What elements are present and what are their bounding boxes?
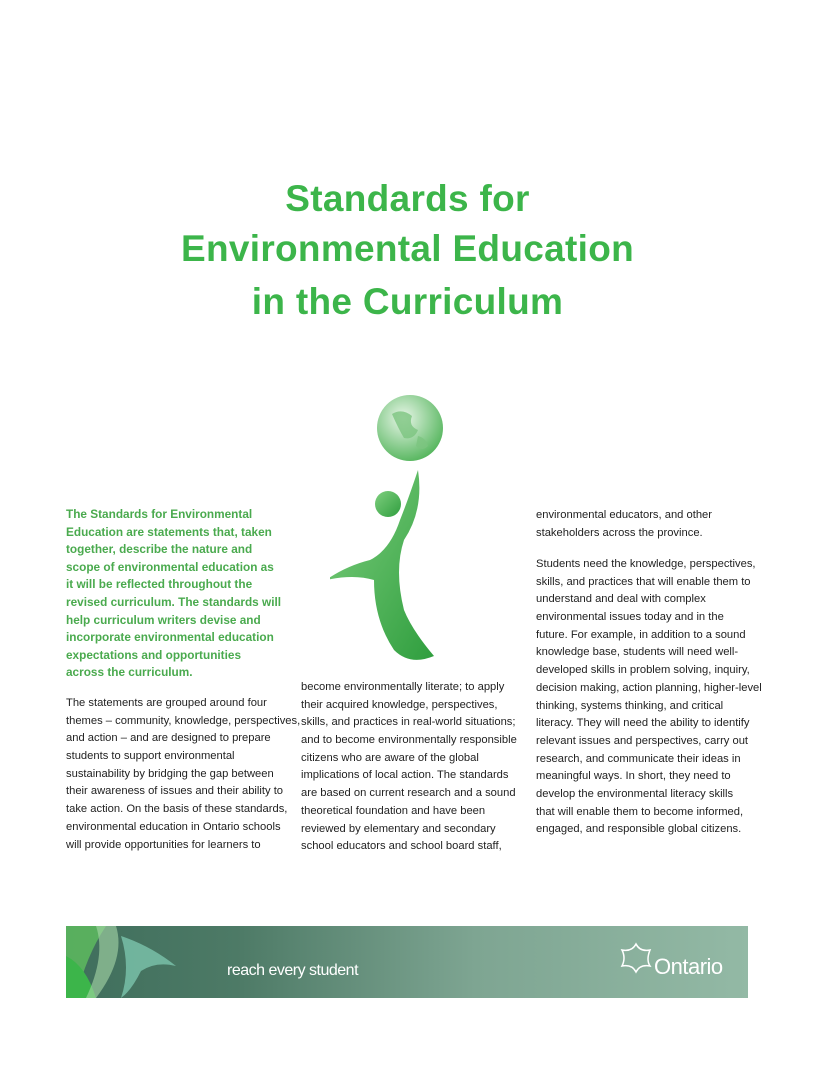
intro-line: revised curriculum. The standards will [66,594,282,609]
body-line: sustainability by bridging the gap between [66,767,274,780]
body-line: implications of local action. The standards [301,769,509,782]
body-line: their acquired knowledge, perspectives, [301,698,498,711]
body-line: become environmentally literate; to apply [301,681,505,693]
body-line: environmental education in Ontario schools [66,820,281,833]
body-line: research, and communicate their ideas in [536,752,741,765]
body-line: will provide opportunities for learners to [66,838,261,851]
body-line: engaged, and responsible global citizens. [536,823,742,836]
body-line: are based on current research and a sound [301,787,516,800]
body-line: literacy. They will need the ability to identify [536,717,750,730]
body-line: citizens who are aware of the global [301,751,479,764]
body-line: theoretical foundation and have been [301,804,486,817]
body-line: meaningful ways. In short, they need to [536,770,731,783]
intro-line: The Standards for Environmental [66,507,253,521]
banner-tagline: reach every student [227,962,359,979]
ontario-logo-text: Ontario [654,954,723,979]
body-line: develop the environmental literacy skills [536,787,734,800]
intro-line: together, describe the nature and [66,542,253,557]
body-line: and action – and are designed to prepare [66,732,271,745]
body-line: school educators and school board staff, [301,840,502,853]
intro-line: incorporate environmental education [66,630,274,645]
trillium-logo-icon [618,940,654,976]
body-line: environmental educators, and other [536,509,713,521]
body-line: students to support environmental [66,750,235,763]
column-3-paragraph-2 [536,556,776,839]
footer-banner [66,926,748,998]
column-1-paragraph [66,695,306,854]
column-2-paragraph [301,679,541,856]
body-line: thinking, systems thinking, and critical [536,699,724,712]
body-line: understand and deal with complex [536,593,706,606]
intro-line: across the curriculum. [66,665,193,680]
intro-line: help curriculum writers devise and [66,612,261,627]
body-line: and to become environmentally responsible [301,734,517,747]
body-line: skills, and practices that will enable them to [536,575,751,588]
intro-line: Education are statements that, taken [66,524,272,539]
body-line: stakeholders across the province. [536,526,703,539]
body-line: that will enable them to become informed, [536,805,744,818]
body-line: future. For example, in addition to a sound [536,628,746,641]
body-line: take action. On the basis of these standards, [66,803,288,816]
intro-line: expectations and opportunities [66,647,242,662]
body-line: skills, and practices in real-world situations; [301,716,516,729]
intro-paragraph [66,506,306,682]
body-line: themes – community, knowledge, perspectives, [66,714,301,727]
body-line: relevant issues and perspectives, carry out [536,734,749,747]
body-line: Students need the knowledge, perspectives, [536,558,756,570]
column-3-paragraph-1 [536,507,776,542]
globe-figure-illustration [330,392,450,682]
body-line: their awareness of issues and their ability to [66,785,284,798]
body-line: decision making, action planning, higher-level [536,681,762,694]
body-line: environmental issues today and in the [536,611,724,624]
intro-line: it will be reflected throughout the [66,577,253,592]
leaf-swoosh-decoration [66,926,186,998]
title-line-1: Standards for [285,178,530,219]
intro-line: scope of environmental education as [66,559,274,574]
body-line: knowledge base, students will need well- [536,646,739,659]
title-line-3: in the Curriculum [251,281,564,322]
body-line: The statements are grouped around four [66,697,267,709]
body-line: reviewed by elementary and secondary [301,822,496,835]
body-line: developed skills in problem solving, inquiry, [536,664,750,677]
title-line-2: Environmental Education [180,228,634,269]
